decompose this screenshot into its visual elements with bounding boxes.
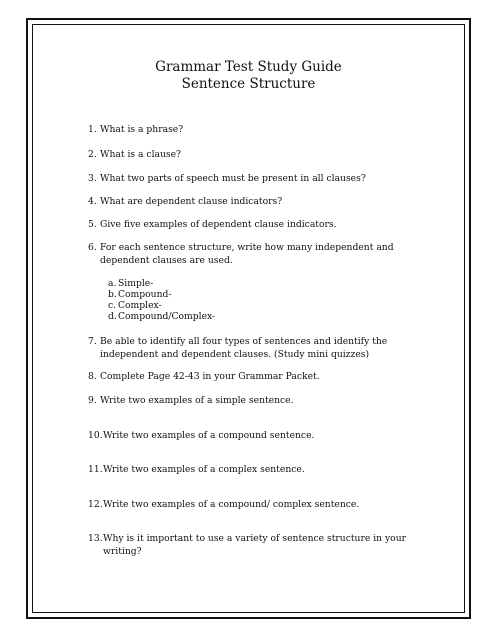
question-number: 7.	[88, 336, 97, 347]
question-text: What is a clause?	[100, 149, 181, 160]
question-item	[88, 149, 408, 162]
question-number: 4.	[88, 196, 97, 207]
question-text: Complete Page 42-43 in your Grammar Packet.	[100, 371, 320, 382]
question-number: 3.	[88, 173, 97, 184]
question-text: Write two examples of a complex sentence.	[103, 464, 305, 475]
question-text: For each sentence structure, write how many independent and dependent clauses are used.	[100, 242, 394, 266]
question-number: 1.	[88, 124, 97, 135]
question-item	[88, 499, 408, 512]
question-item	[88, 336, 408, 361]
question-item	[88, 430, 408, 443]
structure-letter: c.	[108, 300, 117, 311]
question-item	[88, 464, 408, 477]
question-number: 13.	[88, 533, 103, 544]
question-number: 6.	[88, 242, 97, 253]
question-text: Be able to identify all four types of sentences and identify the independent and dependent clauses. (Study mini quizzes)	[100, 336, 388, 360]
structure-label: Simple-	[118, 278, 154, 289]
question-number: 10.	[88, 430, 103, 441]
question-text: Write two examples of a compound sentence.	[103, 430, 315, 441]
structure-item	[108, 301, 162, 312]
question-text: What two parts of speech must be present in all clauses?	[100, 173, 366, 184]
question-item	[88, 219, 408, 232]
question-item	[88, 371, 408, 384]
question-number: 5.	[88, 219, 97, 230]
question-item	[88, 242, 403, 267]
structure-item	[108, 312, 215, 323]
page-subtitle: Sentence Structure	[181, 76, 316, 92]
structure-item	[108, 279, 153, 290]
question-number: 2.	[88, 149, 97, 160]
structure-letter: d.	[108, 311, 117, 322]
structure-label: Complex-	[118, 300, 162, 311]
question-number: 9.	[88, 395, 97, 406]
question-item	[88, 124, 408, 137]
page-border-inner	[32, 24, 465, 613]
structure-label: Compound-	[118, 289, 172, 300]
structure-letter: b.	[108, 289, 117, 300]
structure-item	[108, 290, 172, 301]
page-title: Grammar Test Study Guide	[155, 59, 342, 75]
question-item	[88, 395, 408, 408]
question-number: 8.	[88, 371, 97, 382]
question-text: Why is it important to use a variety of sentence structure in your writing?	[103, 533, 407, 557]
question-item	[88, 533, 408, 558]
structure-letter: a.	[108, 278, 117, 289]
question-text: Write two examples of a simple sentence.	[100, 395, 294, 406]
question-text: Give five examples of dependent clause indicators.	[100, 219, 337, 230]
structure-label: Compound/Complex-	[118, 311, 216, 322]
question-text: Write two examples of a compound/ complex sentence.	[103, 499, 360, 510]
question-number: 12.	[88, 499, 103, 510]
question-number: 11.	[88, 464, 103, 475]
question-item	[88, 173, 408, 186]
question-text: What are dependent clause indicators?	[100, 196, 283, 207]
question-item	[88, 196, 408, 209]
question-text: What is a phrase?	[100, 124, 184, 135]
